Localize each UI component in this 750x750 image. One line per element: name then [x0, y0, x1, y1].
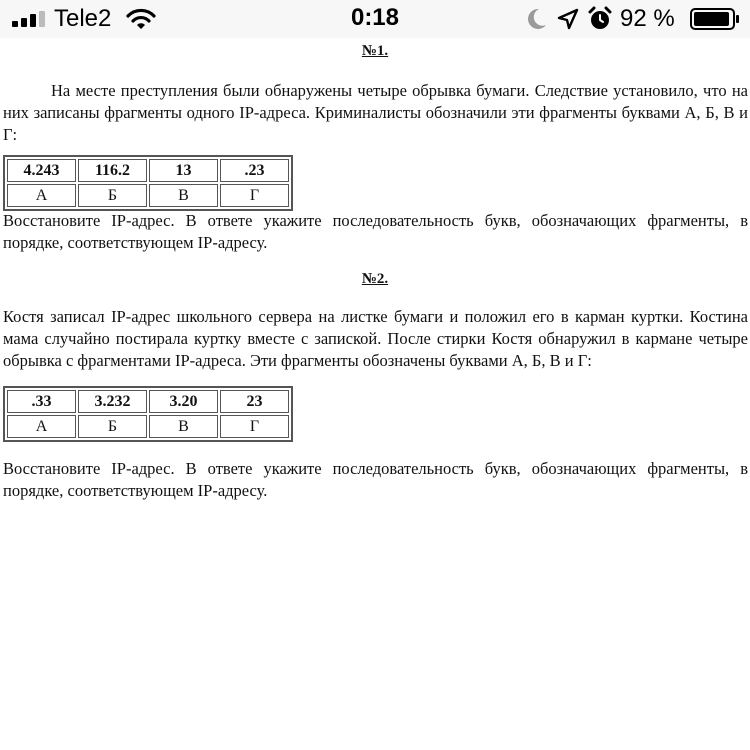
letter-cell: Г [220, 184, 289, 207]
task1-question: Восстановите IP-адрес. В ответе укажите последовательность букв, обозначающих фрагменты, в порядке, соответствующем IP-адресу. [3, 211, 748, 252]
fragment-cell: 3.20 [149, 390, 218, 413]
task1-fragments-table [3, 155, 293, 211]
task2-intro: Костя записал IP-адрес школьного сервера на листке бумаги и положил его в карман куртки. Костина мама случайно постирала куртку вместе с запиской. После стирки Костя обнаружил в кармане четыре обрывка с фрагментами IP-адреса. Эти фрагменты обозначены буквами А, Б, В и Г: [3, 307, 748, 370]
task1-heading: №1. [361, 43, 389, 59]
table-row [7, 159, 289, 182]
letter-cell: Г [220, 415, 289, 438]
letter-cell: А [7, 415, 76, 438]
battery-icon [690, 8, 740, 30]
fragment-cell: 3.232 [78, 390, 147, 413]
task1-intro: На месте преступления были обнаружены четыре обрывка бумаги. Следствие установило, что на них записаны фрагменты одного IP-адреса. Криминалисты обозначили эти фрагменты буквами А, Б, В и Г: [3, 81, 748, 144]
task2-question: Восстановите IP-адрес. В ответе укажите последовательность букв, обозначающих фрагменты, в порядке, соответствующем IP-адресу. [3, 459, 748, 500]
fragment-cell: 116.2 [78, 159, 147, 182]
letter-cell: В [149, 415, 218, 438]
table-row [7, 184, 289, 207]
fragment-cell: 23 [220, 390, 289, 413]
alarm-icon [588, 6, 612, 32]
clock: 0:18 [350, 4, 400, 31]
task2-heading: №2. [361, 271, 389, 287]
fragment-cell: .23 [220, 159, 289, 182]
status-bar [0, 0, 750, 38]
letter-cell: Б [78, 184, 147, 207]
fragment-cell: 13 [149, 159, 218, 182]
fragment-cell: 4.243 [7, 159, 76, 182]
letter-cell: Б [78, 415, 147, 438]
carrier-name: Tele2 [54, 5, 112, 32]
letter-cell: В [149, 184, 218, 207]
battery-percentage: 92 % [620, 5, 675, 32]
table-row [7, 415, 289, 438]
fragment-cell: .33 [7, 390, 76, 413]
task2-fragments-table [3, 386, 293, 442]
moon-icon [524, 6, 548, 32]
letter-cell: А [7, 184, 76, 207]
table-row [7, 390, 289, 413]
document [0, 38, 750, 750]
location-arrow-icon [556, 7, 580, 31]
